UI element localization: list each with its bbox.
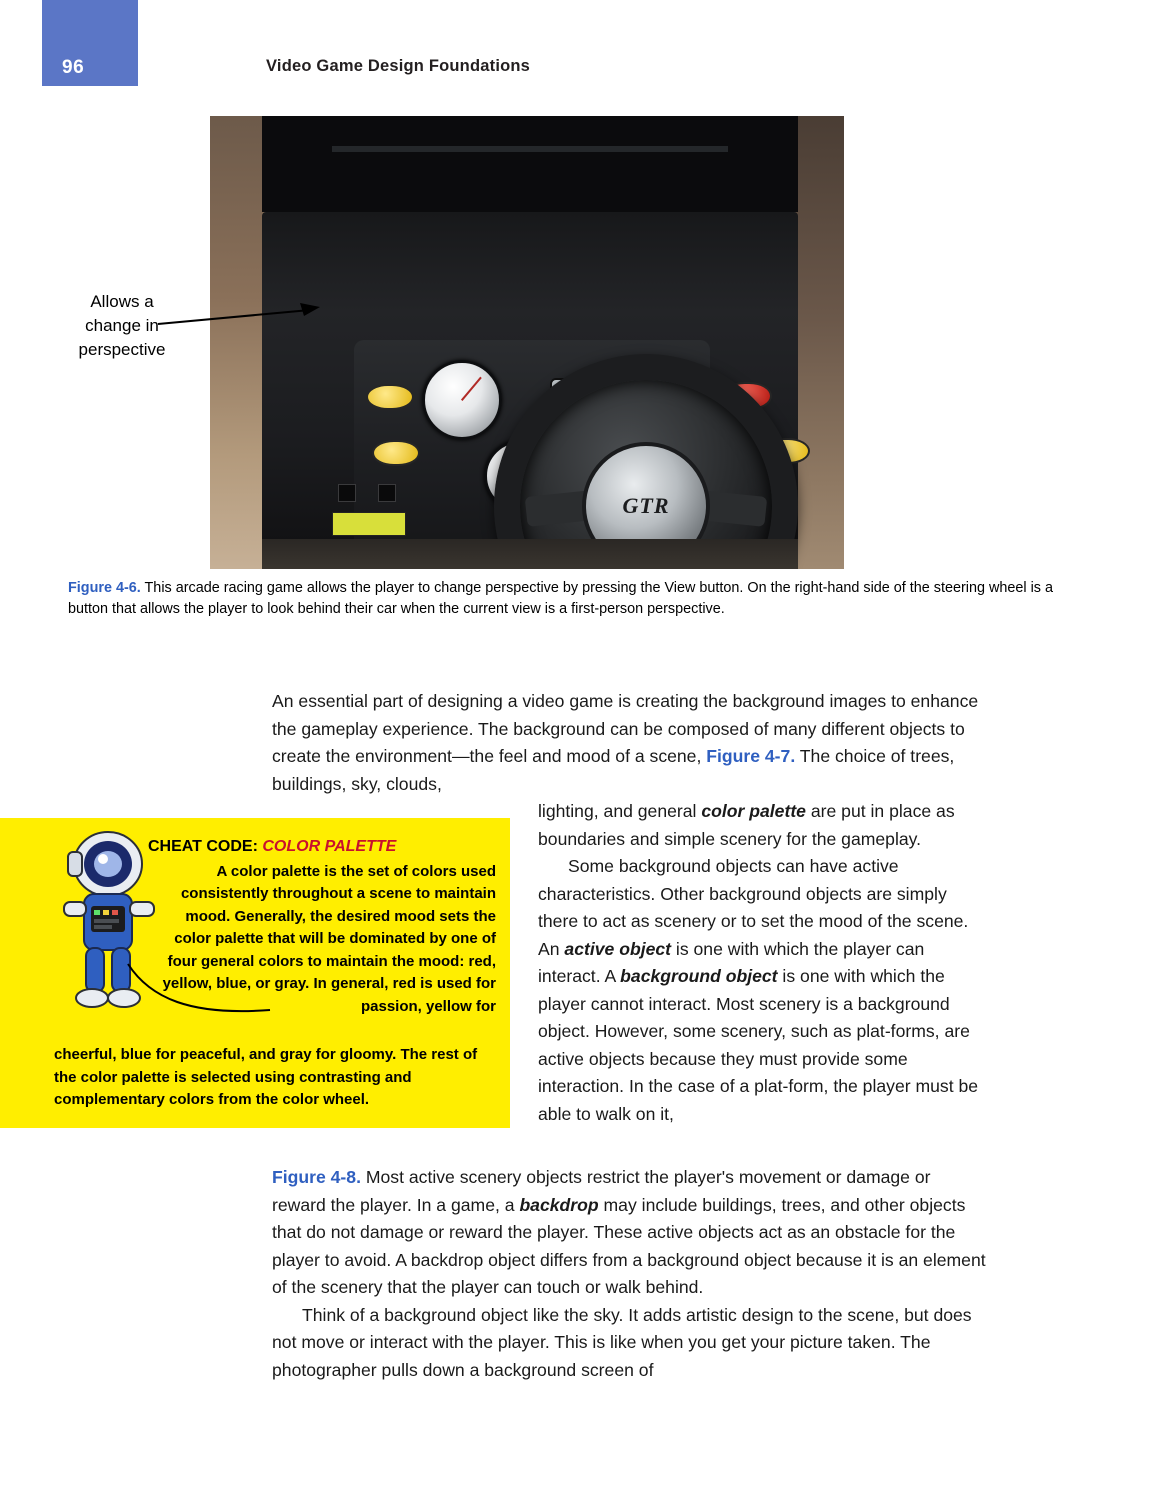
coin-slot-left <box>338 484 356 502</box>
body-top-part-a: An essential part of designing a video game is creating the background images to enhance the gameplay experience. The background can be composed of many different objects to create the environment—the feel and mood of a scene, <box>272 691 979 766</box>
cheat-code-heading <box>148 836 496 859</box>
body-right-p2-b: is one with which the player can interact. A <box>538 938 925 986</box>
body-bottom-p1-a: Most active scenery objects restrict the player's movement or damage or reward the player. In a game, a <box>272 1167 931 1215</box>
wheel-brand-label: GTR <box>622 493 670 518</box>
body-top-part-b: The choice of trees, buildings, sky, clouds, <box>272 746 955 794</box>
coin-slot-right <box>378 484 396 502</box>
figure-reference-4-7: Figure 4-7. <box>706 746 796 766</box>
cheat-code-body: A color palette is the set of colors used consistently throughout a scene to maintain mood. Generally, the desired mood sets the color palette that will be dominated by one of four general colors to maintain the mood: red, yellow, blue, or gray. In general, red is used for passion, yellow for <box>162 862 496 1015</box>
figure-reference-4-8: Figure 4-8. <box>272 1167 361 1187</box>
figure-caption-label: Figure 4-6. <box>68 580 141 596</box>
cheat-code-body-tail: cheerful, blue for peaceful, and gray for gloomy. The rest of the color palette is selected using contrasting and complementary colors from the color wheel. <box>54 1046 478 1108</box>
cabinet-warning-label <box>332 512 406 536</box>
body-right-p2-c: is one with which the player cannot interact. Most scenery is a background object. However, some scenery, such as plat-forms, are active objects because they must provide some interaction. In the case of a plat-form, the player must be able to walk on it, <box>538 966 979 1124</box>
photo-floor <box>262 539 798 569</box>
body-column-right <box>538 798 986 1128</box>
body-paragraph-top <box>272 688 984 798</box>
callout-label: Allows a change in perspective <box>78 292 166 359</box>
body-right-p1-b: are put in place as boundaries and simple scenery for the gameplay. <box>538 801 955 849</box>
photo-cabinet-body <box>262 212 798 543</box>
page-number: 96 <box>62 57 85 78</box>
book-title: Video Game Design Foundations <box>266 57 531 75</box>
gauge-needle <box>461 377 482 401</box>
photo-top-strip <box>332 146 728 152</box>
page-number-band <box>42 0 138 86</box>
secondary-button-yellow <box>372 440 420 466</box>
term-active-object: active object <box>564 938 672 959</box>
body-bottom-p2: Think of a background object like the sky. It adds artistic design to the scene, but does not move or interact with the player. This is like when you get your picture taken. The photographer pulls down a background screen of <box>272 1304 972 1380</box>
photo-gauge-tachometer <box>422 360 502 440</box>
figure-caption <box>68 578 1086 620</box>
body-right-p2-a: Some background objects can have active characteristics. Other background objects are simply there to act as scenery or to set the mood of the scene. An <box>538 856 969 959</box>
term-backdrop: backdrop <box>519 1194 599 1215</box>
body-bottom-p1-b: may include buildings, trees, and other objects that do not damage or reward the player. These active objects act as an obstacle for the player to avoid. A backdrop object differs from a background object because it is an element of the scenery that the player can touch or walk behind. <box>272 1194 986 1297</box>
body-right-p1-a: lighting, and general <box>538 801 702 821</box>
view-button-yellow <box>366 384 414 410</box>
cheat-code-label: CHEAT CODE: <box>148 838 258 855</box>
term-color-palette: color palette <box>701 801 806 821</box>
figure-photo-arcade-cabinet <box>210 116 844 569</box>
figure-caption-text: This arcade racing game allows the player to change perspective by pressing the View button. On the right-hand side of the steering wheel is a button that allows the player to look behind their car when the current view is a first-person perspective. <box>68 580 1053 617</box>
robot-pointer-line-icon <box>110 958 290 1028</box>
body-paragraph-bottom <box>272 1164 986 1384</box>
term-background-object: background object <box>620 966 778 986</box>
cheat-code-title: COLOR PALETTE <box>262 838 397 855</box>
callout-leader-line-icon <box>150 290 340 340</box>
photo-cabinet-top <box>262 116 798 212</box>
